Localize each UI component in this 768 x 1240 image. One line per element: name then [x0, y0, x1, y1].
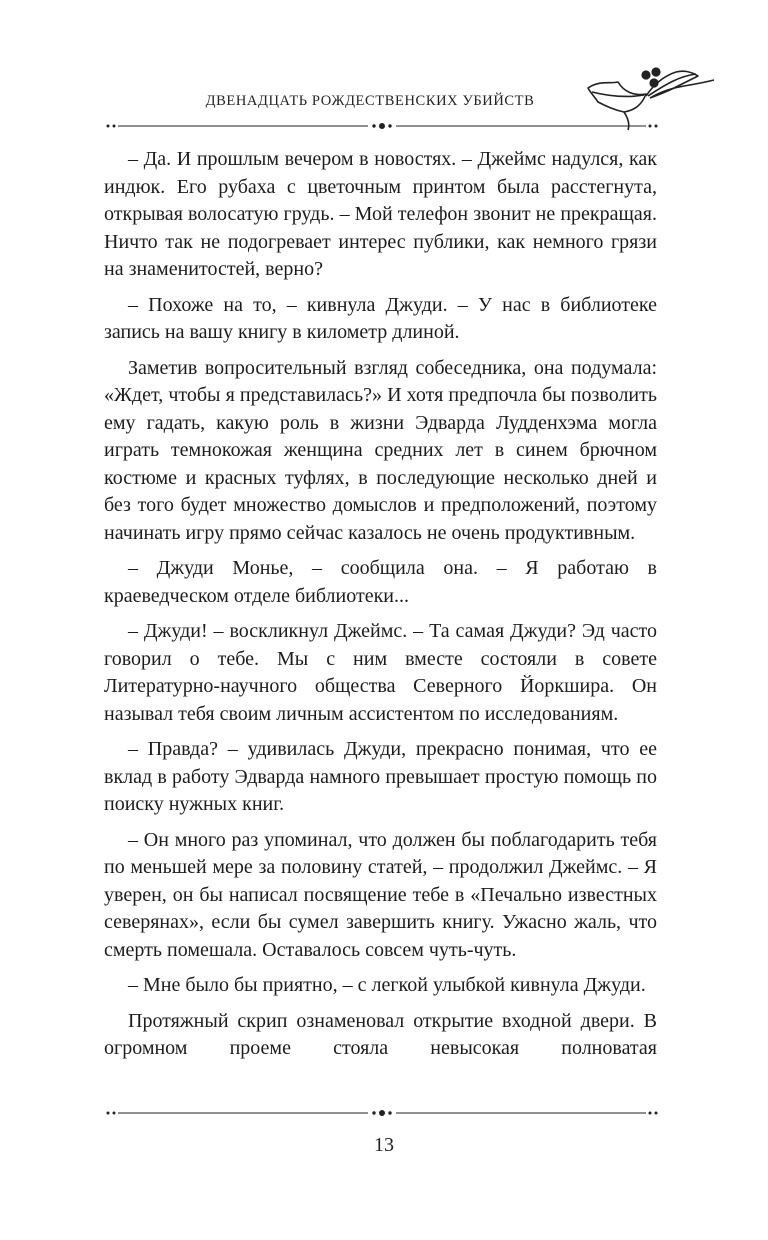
paragraph: – Мне было бы приятно, – с легкой улыбкой кивнула Джуди.: [128, 974, 646, 996]
body-text: [104, 146, 657, 1063]
paragraph: Протяжный скрип ознаменовал открытие входной двери. В огромном проеме стояла невысокая полноватая: [104, 1009, 657, 1059]
running-head-title: ДВЕНАДЦАТЬ РОЖДЕСТВЕНСКИХ УБИЙСТВ: [205, 93, 535, 109]
footer-divider-ornament: [106, 1106, 658, 1120]
paragraph: Заметив вопросительный взгляд собеседника, она подумала: «Ждет, чтобы я представилась?» И хотя предпочла бы позволить ему гадать, какую роль в жизни Эдварда Лудденхэма могла играть темнокожая женщина средних лет в синем брючном костюме и красных туфлях, в последующие несколько дней и без того будет множество домыслов и предположений, поэтому начинать игру прямо сейчас казалось не очень продуктивным.: [104, 356, 657, 544]
paragraph: – Он много раз упоминал, что должен бы поблагодарить тебя по меньшей мере за половину статей, – продолжил Джеймс. – Я уверен, он бы написал посвящение тебе в «Печально известных северянах», если бы сумел завершить книгу. Ужасно жаль, что смерть помешала. Оставалось совсем чуть-чуть.: [104, 828, 657, 961]
paragraph: – Да. И прошлым вечером в новостях. – Джеймс надулся, как индюк. Его рубаха с цветочным принтом была расстегнута, открывая волосатую грудь. – Мой телефон звонит не прекращая. Ничто так не подогревает интерес публики, как немного грязи на знаменитостей, верно?: [104, 148, 657, 280]
paragraph: – Джуди Монье, – сообщила она. – Я работаю в краеведческом отделе библиотеки...: [104, 557, 657, 607]
paragraph: – Похоже на то, – кивнула Джуди. – У нас в библиотеке запись на вашу книгу в километр длиной.: [104, 293, 657, 343]
header-divider-ornament: [106, 119, 658, 133]
page-number: 13: [374, 1134, 394, 1156]
paragraph: – Джуди! – воскликнул Джеймс. – Та самая Джуди? Эд часто говорил о тебе. Мы с ним вместе состояли в совете Литературно-научного общества Северного Йоркшира. Он называл тебя своим личным ассистентом по исследованиям.: [104, 620, 657, 725]
paragraph: – Правда? – удивилась Джуди, прекрасно понимая, что ее вклад в работу Эдварда намного превышает простую помощь по поиску нужных книг.: [104, 738, 657, 815]
